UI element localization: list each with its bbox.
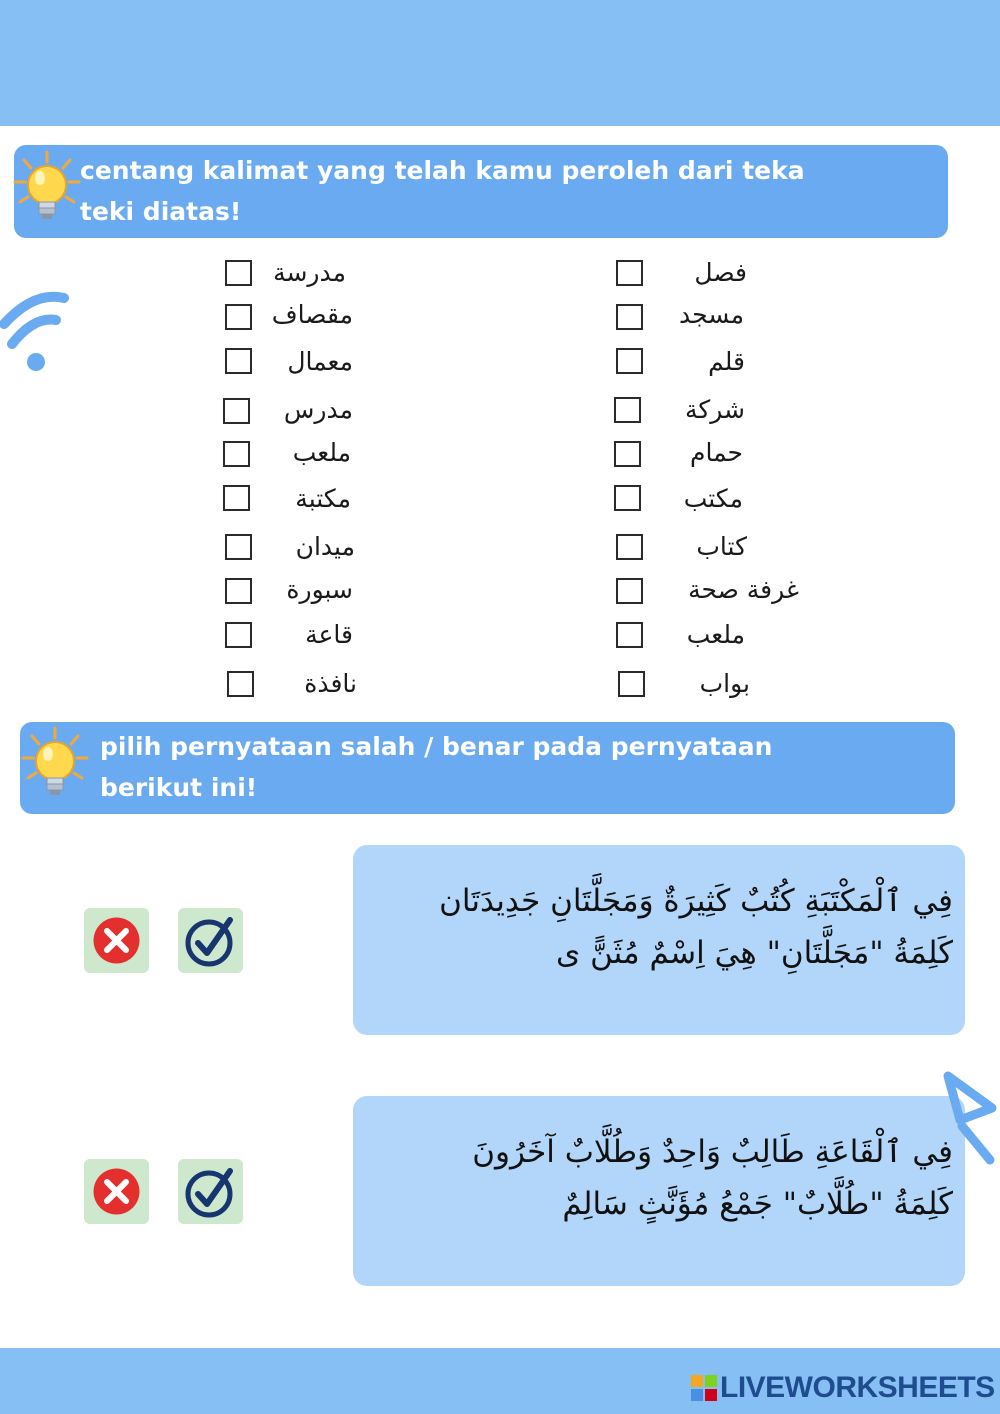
checkbox-right-2[interactable]	[616, 304, 643, 330]
logo-text: LIVEWORKSHEETS	[720, 1371, 995, 1404]
banner-2-line-1: pilih pernyataan salah / benar pada pernyataan	[100, 732, 773, 761]
x-circle-icon	[84, 1159, 149, 1224]
statement-1-line-1: فِي ٱلْمَكْتَبَةِ كُتُبٌ كَثِيرَةٌ وَمَجَلَّتَانِ جَدِيدَتَان	[439, 883, 953, 919]
checkbox-left-7[interactable]	[225, 534, 252, 560]
word-right-6: مكتب	[683, 484, 743, 513]
word-right-9: ملعب	[686, 620, 745, 649]
liveworksheets-logo[interactable]	[690, 1370, 995, 1406]
wrong-button-1[interactable]	[84, 908, 149, 973]
word-left-5: ملعب	[292, 438, 351, 467]
word-right-4: شركة	[684, 395, 745, 424]
checkbox-left-5[interactable]	[223, 441, 250, 467]
statement-card-2	[353, 1096, 965, 1286]
checkbox-left-8[interactable]	[225, 578, 252, 604]
lightbulb-icon	[20, 726, 90, 810]
checkbox-left-9[interactable]	[225, 622, 252, 648]
lightbulb-icon	[12, 150, 82, 234]
statement-2-line-1: فِي ٱلْقَاعَةِ طَالِبٌ وَاحِدٌ وَطُلَّابٌ آخَرُونَ	[472, 1134, 953, 1170]
checkbox-right-8[interactable]	[616, 578, 643, 604]
wifi-icon	[0, 286, 74, 380]
wrong-button-2[interactable]	[84, 1159, 149, 1224]
statement-card-1	[353, 845, 965, 1035]
checkbox-right-10[interactable]	[618, 671, 645, 697]
word-left-7: ميدان	[295, 532, 355, 561]
word-left-8: سبورة	[286, 575, 353, 604]
word-right-8: غرفة صحة	[688, 575, 799, 604]
check-circle-icon	[178, 908, 243, 973]
word-left-9: قاعة	[305, 620, 353, 649]
checkbox-right-5[interactable]	[614, 441, 641, 467]
statement-1-line-2: كَلِمَةُ "مَجَلَّتَانِ" هِيَ اِسْمٌ مُثَنًّ ى	[555, 935, 953, 971]
banner-1-line-1: centang kalimat yang telah kamu peroleh dari teka	[80, 156, 805, 185]
word-right-7: كتاب	[696, 532, 747, 561]
checkbox-right-4[interactable]	[614, 397, 641, 423]
statement-2-line-2: كَلِمَةُ "طُلَّابٌ" جَمْعُ مُؤَنَّثٍ سَالِمٌ	[562, 1186, 953, 1222]
checkbox-left-4[interactable]	[223, 398, 250, 424]
banner-1-line-2: teki diatas!	[80, 197, 242, 226]
checkbox-right-6[interactable]	[614, 485, 641, 511]
decorative-triangle-icon	[940, 1068, 1000, 1172]
word-left-1: مدرسة	[273, 258, 346, 287]
instruction-banner-1	[14, 145, 948, 238]
word-right-10: بواب	[699, 669, 750, 698]
word-right-1: فصل	[694, 258, 747, 287]
checkbox-left-10[interactable]	[227, 671, 254, 697]
checkbox-right-9[interactable]	[616, 622, 643, 648]
checkbox-left-3[interactable]	[225, 348, 252, 374]
word-right-3: قلم	[708, 347, 745, 376]
checkbox-right-7[interactable]	[616, 534, 643, 560]
top-bar	[0, 0, 1000, 126]
checkbox-right-3[interactable]	[616, 348, 643, 374]
checkbox-right-1[interactable]	[616, 260, 643, 286]
checkbox-left-6[interactable]	[223, 485, 250, 511]
x-circle-icon	[84, 908, 149, 973]
word-left-6: مكتبة	[295, 484, 351, 513]
logo-mark-icon	[690, 1374, 718, 1402]
word-left-2: مقصاف	[271, 300, 353, 329]
check-circle-icon	[178, 1159, 243, 1224]
checkbox-left-2[interactable]	[225, 304, 252, 330]
word-left-3: معمال	[287, 347, 353, 376]
word-left-4: مدرس	[283, 395, 353, 424]
banner-2-line-2: berikut ini!	[100, 773, 258, 802]
checkbox-left-1[interactable]	[225, 260, 252, 286]
right-button-2[interactable]	[178, 1159, 243, 1224]
instruction-banner-2	[20, 722, 955, 814]
word-left-10: نافذة	[304, 669, 357, 698]
right-button-1[interactable]	[178, 908, 243, 973]
word-right-2: مسجد	[679, 300, 744, 329]
word-right-5: حمام	[689, 438, 743, 467]
